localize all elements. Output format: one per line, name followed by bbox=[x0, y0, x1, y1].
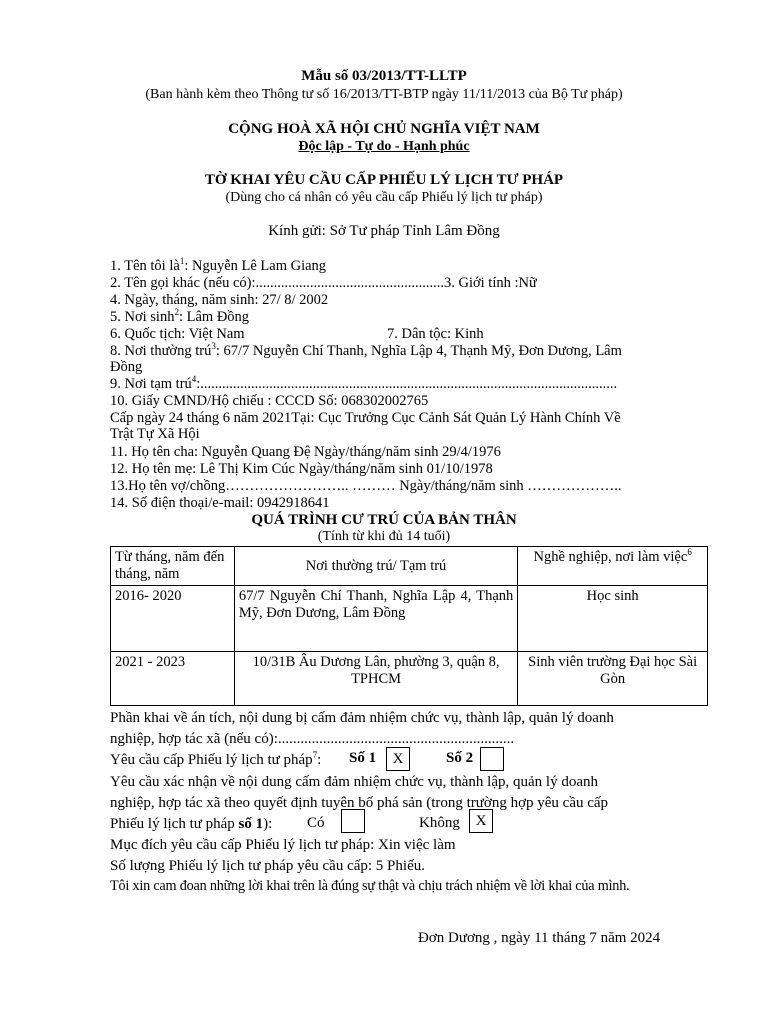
column-header-address: Nơi thường trú/ Tạm trú bbox=[234, 547, 517, 586]
field-mother: 12. Họ tên mẹ: Lê Thị Kim Cúc Ngày/tháng/năm sinh 01/10/1978 bbox=[110, 461, 493, 477]
table-header-row bbox=[111, 547, 708, 586]
field-id-issue: Cấp ngày 24 tháng 6 năm 2021Tại: Cục Trưởng Cục Cảnh Sát Quản Lý Hành Chính Về bbox=[110, 410, 621, 426]
field-ethnicity: 7. Dân tộc: Kinh bbox=[387, 326, 484, 342]
option-so1-label: Số 1 bbox=[349, 750, 377, 766]
option-so2-label: Số 2 bbox=[446, 750, 474, 766]
residence-table bbox=[110, 546, 708, 706]
criminal-record-line-2: nghiệp, hợp tác xã (nếu có):............................................................... bbox=[110, 731, 515, 747]
field-spouse: 13.Họ tên vợ/chồng…………………….. ……… Ngày/tháng/năm sinh ……………….. bbox=[110, 478, 622, 494]
field-temporary-address: 9. Nơi tạm trú$^4$:................................................................................................................... bbox=[110, 374, 618, 392]
table-row bbox=[111, 652, 708, 706]
field-full-name: 1. Tên tôi $là^1$: Nguyễn Lê Lam Giang bbox=[110, 256, 327, 274]
row-occupation: Học sinh bbox=[518, 586, 708, 652]
purpose-line: Mục đích yêu cầu cấp Phiếu lý lịch tư pháp: Xin việc làm bbox=[110, 837, 456, 853]
national-motto: Độc lập - Tự do - Hạnh phúc bbox=[298, 139, 470, 154]
country-name: CỘNG HOÀ XÃ HỘI CHỦ NGHĨA VIỆT NAM bbox=[228, 121, 540, 137]
option-co-checkbox[interactable] bbox=[341, 809, 365, 833]
pledge-line: Tôi xin cam đoan những lời khai trên là đúng sự thật và chịu trách nhiệm về lời khai của mình. bbox=[110, 878, 630, 894]
field-date-of-birth: 4. Ngày, tháng, năm sinh: 27/ 8/ 2002 bbox=[110, 292, 329, 308]
field-place-of-birth: 5. Nơi $\sinh^2$: Lâm Đồng bbox=[110, 307, 250, 325]
document-title: TỜ KHAI YÊU CẦU CẤP PHIẾU LÝ LỊCH TƯ PHÁP bbox=[204, 172, 564, 188]
option-co-label: Có bbox=[307, 815, 325, 831]
field-phone-email: 14. Số điện thoại/e-mail: 0942918641 bbox=[110, 495, 330, 511]
field-permanent-address-cont: Đồng bbox=[110, 359, 143, 375]
field-permanent-address: 8. Nơi thường trú$^3$: 67/7 Nguyễn Chí Thanh, Nghĩa Lập 4, Thạnh Mỹ, Đơn Dương, Lâm bbox=[110, 341, 622, 359]
option-so2-checkbox[interactable] bbox=[480, 747, 504, 771]
option-khong-checkbox[interactable]: X bbox=[469, 809, 493, 833]
confirm-line-3: Phiếu lý lịch tư pháp số 1): bbox=[110, 816, 273, 832]
residence-title: QUÁ TRÌNH CƯ TRÚ CỦA BẢN THÂN bbox=[251, 512, 517, 528]
row-period: 2016- 2020 bbox=[111, 586, 235, 652]
document-subtitle: (Dùng cho cá nhân có yêu cầu cấp Phiếu lý lịch tư pháp) bbox=[225, 190, 543, 205]
issuance-note: (Ban hành kèm theo Thông tư số 16/2013/TT-BTP ngày 11/11/2013 của Bộ Tư pháp) bbox=[145, 87, 623, 102]
option-so1-checkbox[interactable]: X bbox=[386, 747, 410, 771]
field-id-issue-cont: Trật Tự Xã Hội bbox=[110, 426, 200, 442]
row-period: 2021 - 2023 bbox=[111, 652, 235, 706]
field-nationality: 6. Quốc tịch: Việt Nam bbox=[110, 326, 245, 342]
row-address: 10/31B Âu Dương Lân, phường 3, quận 8, TPHCM bbox=[234, 652, 517, 706]
column-header-period: Từ tháng, năm đến tháng, năm bbox=[111, 547, 235, 586]
column-header-occupation: Nghề nghiệp, nơi làm việc$^6$ bbox=[518, 547, 708, 586]
quantity-line: Số lượng Phiếu lý lịch tư pháp yêu cầu cấp: 5 Phiếu. bbox=[110, 858, 425, 874]
residence-subtitle: (Tính từ khi đủ 14 tuổi) bbox=[317, 529, 451, 544]
table-row bbox=[111, 586, 708, 652]
option-khong-label: Không bbox=[419, 815, 460, 831]
field-id-card: 10. Giấy CMND/Hộ chiếu : CCCD Số: 068302002765 bbox=[110, 393, 429, 409]
request-line: Yêu cầu cấp Phiếu lý lịch tư pháp$^7$: bbox=[110, 750, 322, 768]
confirm-line-1: Yêu cầu xác nhận về nội dung cấm đảm nhiệm chức vụ, thành lập, quản lý doanh bbox=[110, 774, 598, 790]
row-address: 67/7 Nguyễn Chí Thanh, Nghĩa Lập 4, Thạnh Mỹ, Đơn Dương, Lâm Đồng bbox=[234, 586, 517, 652]
field-father: 11. Họ tên cha: Nguyễn Quang Đệ Ngày/tháng/năm sinh 29/4/1976 bbox=[110, 444, 501, 460]
criminal-record-line-1: Phần khai về án tích, nội dung bị cấm đảm nhiệm chức vụ, thành lập, quản lý doanh bbox=[110, 710, 614, 726]
field-other-name-gender: 2. Tên gọi khác (nếu có):....................................................3. Giới tính :Nữ bbox=[110, 275, 537, 291]
row-occupation: Sinh viên trường Đại học Sài Gòn bbox=[518, 652, 708, 706]
confirm-line-2: nghiệp, hợp tác xã theo quyết định tuyên bố phá sản (trong trường hợp yêu cầu cấp bbox=[110, 795, 609, 811]
recipient: Kính gửi: Sở Tư pháp Tỉnh Lâm Đồng bbox=[268, 223, 500, 239]
form-number: Mẫu số 03/2013/TT-LLTP bbox=[301, 68, 467, 84]
place-and-date: Đơn Dương , ngày 11 tháng 7 năm 2024 bbox=[418, 930, 661, 946]
